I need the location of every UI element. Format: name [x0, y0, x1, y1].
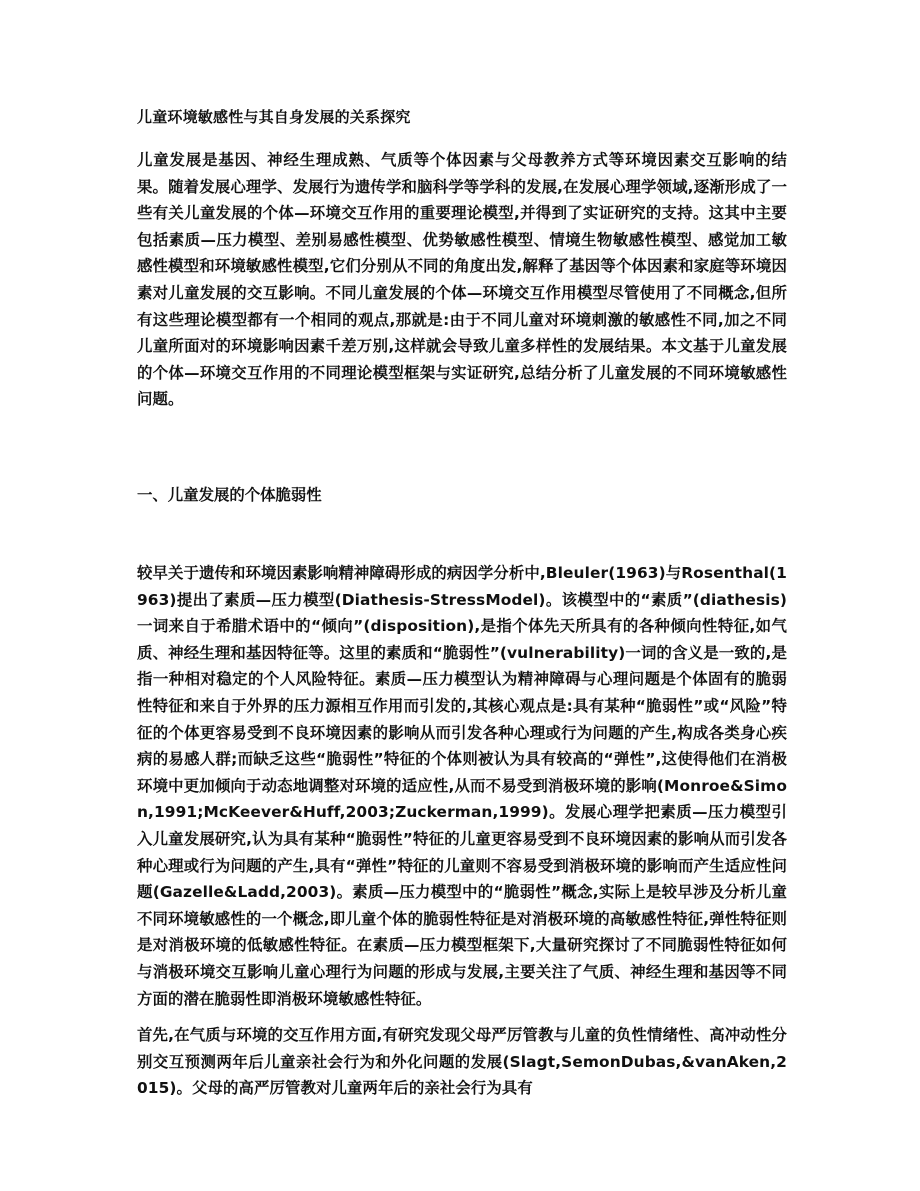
section-heading: 一、儿童发展的个体脆弱性	[137, 486, 322, 504]
section-paragraph: 首先,在气质与环境的交互作用方面,有研究发现父母严厉管教与儿童的负性情绪性、高冲动性分别交互预测两年后儿童亲社会行为和外化问题的发展(Slagt,SemonDubas,&vanAken,2015)。父母的高严厉管教对儿童两年后的亲社会行为具有	[137, 1026, 787, 1098]
document-title: 儿童环境敏感性与其自身发展的关系探究	[137, 108, 411, 126]
section-paragraph: 较早关于遗传和环境因素影响精神障碍形成的病因学分析中,Bleuler(1963)与Rosenthal(1963)提出了素质—压力模型(Diathesis-StressModel)。该模型中的“素质”(diathesis)一词来自于希腊术语中的“倾向”(disposition),是指个体先天所具有的各种倾向性特征,如气质、神经生理和基因特征等。这里的素质和“脆弱性”(vulnerability)一词的含义是一致的,是指一种相对稳定的个人风险特征。素质—压力模型认为精神障碍与心理问题是个体固有的脆弱性特征和来自于外界的压力源相互作用而引发的,其核心观点是:具有某种“脆弱性”或“风险”特征的个体更容易受到不良环境因素的影响从而引发各种心理或行为问题的产生,构成各类身心疾病的易感人群;而缺乏这些“脆弱性”特征的个体则被认为具有较高的“弹性”,这使得他们在消极环境中更加倾向于动态地调整对环境的适应性,从而不易受到消极环境的影响(Monroe&Simon,1991;McKeever&Huff,2003;Zuckerman,1999)。发展心理学把素质—压力模型引入儿童发展研究,认为具有某种“脆弱性”特征的儿童更容易受到不良环境因素的影响从而引发各种心理或行为问题的产生,具有“弹性”特征的儿童则不容易受到消极环境的影响而产生适应性问题(Gazelle&Ladd,2003)。素质—压力模型中的“脆弱性”概念,实际上是较早涉及分析儿童不同环境敏感性的一个概念,即儿童个体的脆弱性特征是对消极环境的高敏感性特征,弹性特征则是对消极环境的低敏感性特征。在素质—压力模型框架下,大量研究探讨了不同脆弱性特征如何与消极环境交互影响儿童心理行为问题的形成与发展,主要关注了气质、神经生理和基因等不同方面的潜在脆弱性即消极环境敏感性特征。	[137, 564, 787, 1008]
intro-paragraph: 儿童发展是基因、神经生理成熟、气质等个体因素与父母教养方式等环境因素交互影响的结果。随着发展心理学、发展行为遗传学和脑科学等学科的发展,在发展心理学领域,逐渐形成了一些有关儿童发展的个体—环境交互作用的重要理论模型,并得到了实证研究的支持。这其中主要包括素质—压力模型、差别易感性模型、优势敏感性模型、情境生物敏感性模型、感觉加工敏感性模型和环境敏感性模型,它们分别从不同的角度出发,解释了基因等个体因素和家庭等环境因素对儿童发展的交互影响。不同儿童发展的个体—环境交互作用模型尽管使用了不同概念,但所有这些理论模型都有一个相同的观点,那就是:由于不同儿童对环境刺激的敏感性不同,加之不同儿童所面对的环境影响因素千差万别,这样就会导致儿童多样性的发展结果。本文基于儿童发展的个体—环境交互作用的不同理论模型框架与实证研究,总结分析了儿童发展的不同环境敏感性问题。	[137, 151, 787, 409]
